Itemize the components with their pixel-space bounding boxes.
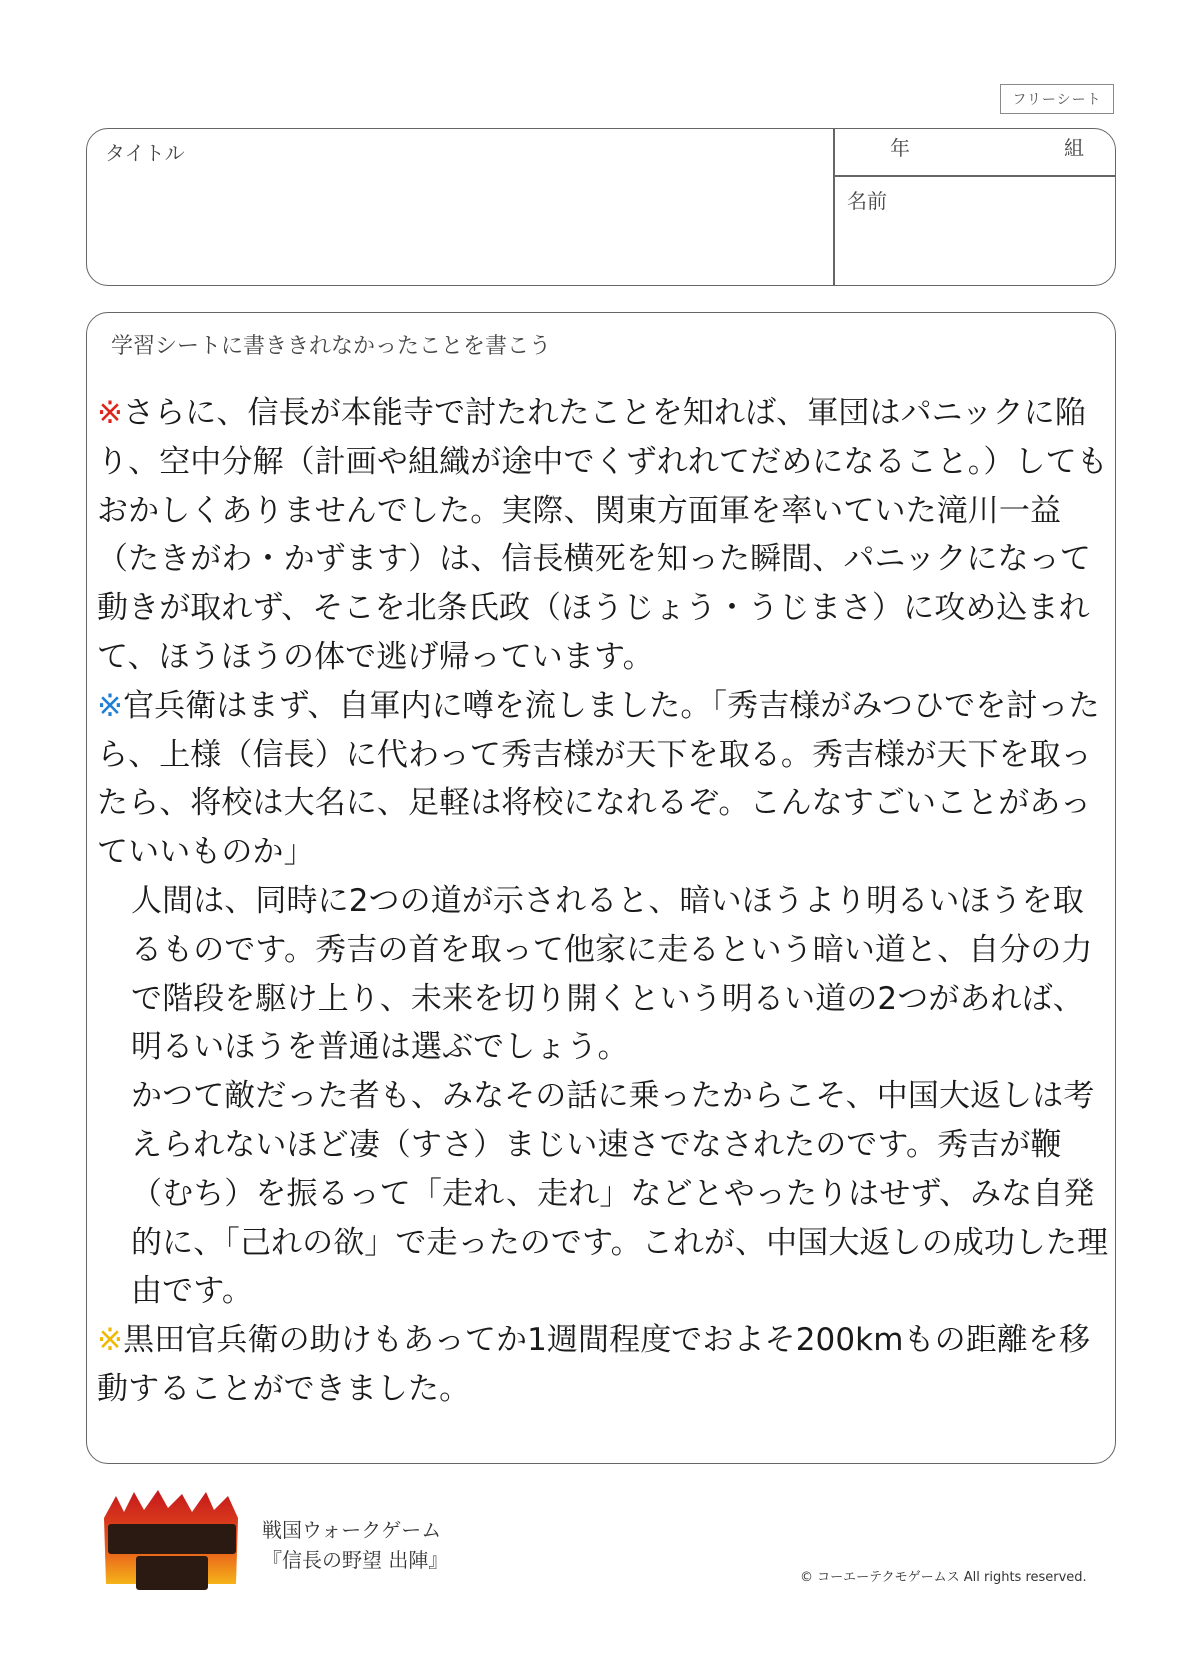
paragraph-text: 人間は、同時に2つの道が示されると、暗いほうより明るいほうを取るものです。秀吉の首を取って他家に走るという暗い道と、自分の力で階段を駆け上り、未来を切り開くという明るい道の2つがあれば、明るいほうを普通は選ぶでしょう。 [131, 882, 1093, 1066]
header-divider-vertical [833, 129, 835, 285]
note-mark-yellow-icon: ※ [97, 1322, 124, 1359]
paragraph-text: かつて敵だった者も、みなその話に乗ったからこそ、中国大返しは考えられないほど凄（すさ）まじい速さでなされたのです。秀吉が鞭（むち）を振るって「走れ、走れ」などとやったりはせず、みな自発的に、「己れの欲」で走ったのです。これが、中国大返しの成功した理由です。 [131, 1078, 1109, 1310]
title-label: タイトル [105, 141, 185, 165]
paragraph-text: さらに、信長が本能寺で討たれたことを知れば、軍団はパニックに陥り、空中分解（計画や組織が途中でくずれれてだめになること。）してもおかしくありませんでした。実際、関東方面軍を率いていた滝川一益（たきがわ・かずます）は、信長横死を知った瞬間、パニックになって動きが取れず、そこを北条氏政（ほうじょう・うじまさ）に攻め込まれて、ほうほうの体で逃げ帰っています。 [97, 395, 1108, 675]
class-label: 組 [1064, 136, 1084, 160]
game-logo [96, 1488, 246, 1598]
note-mark-red-icon: ※ [97, 395, 124, 431]
notes-heading: 学習シートに書ききれなかったことを書こう [111, 334, 552, 359]
header-box [86, 128, 1116, 286]
product-line-1: 戦国ウォークゲーム [262, 1518, 442, 1542]
paragraph-4 [97, 1072, 1109, 1316]
paragraph-3 [97, 877, 1109, 1072]
paragraph-text: 官兵衛はまず、自軍内に噂を流しました。「秀吉様がみつひでを討ったら、上様（信長）に代わって秀吉様が天下を取る。秀吉様が天下を取ったら、将校は大名に、足軽は将校になれるぞ。こんなすごいことがあっていいものか」 [97, 687, 1100, 871]
paragraph-5 [97, 1316, 1109, 1414]
paragraph-1 [97, 389, 1109, 682]
free-sheet-tag: フリーシート [1000, 84, 1114, 114]
notes-box [86, 312, 1116, 1464]
copyright: © コーエーテクモゲームス All rights reserved. [800, 1570, 1087, 1585]
header-divider-horizontal [833, 175, 1115, 177]
note-mark-blue-icon: ※ [97, 687, 124, 724]
year-label: 年 [890, 136, 910, 160]
product-line-2: 『信長の野望 出陣』 [262, 1548, 449, 1572]
notes-body [97, 389, 1109, 1414]
name-label: 名前 [847, 189, 887, 213]
paragraph-2 [97, 682, 1109, 877]
paragraph-text: 黒田官兵衛の助けもあってか1週間程度でおよそ200kmもの距離を移動することができました。 [97, 1322, 1091, 1407]
